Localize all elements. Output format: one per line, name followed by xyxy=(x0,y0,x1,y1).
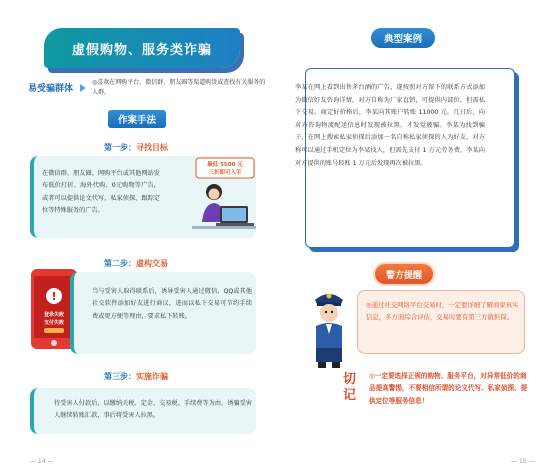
page-title: 虚假购物、服务类诈骗 xyxy=(44,28,240,68)
step-3-panel xyxy=(30,388,256,434)
warning-box xyxy=(357,290,525,354)
step-2-name: 虚构交易 xyxy=(136,259,168,268)
step-2-title xyxy=(104,258,168,269)
police-officer-illustration xyxy=(307,286,351,370)
vulnerable-group-label: 易受骗群体 xyxy=(28,84,74,94)
vulnerable-group xyxy=(28,78,268,102)
step-2-panel xyxy=(70,272,256,354)
step-2-text: 当与受害人取得联系后，诱导受害人通过微信、QQ或其他社交软件添加好友进行商议，进而以私下交易可节约手续费或更方便等理由，要求私下转账。 xyxy=(92,288,252,320)
step-1-panel xyxy=(30,156,256,238)
caution-text: ◎一定要选择正规的购物、服务平台，对异常低价的商品提高警惕，不要相信所谓的论文代写、私家侦探、提供定位等服务信息！ xyxy=(369,372,528,405)
vulnerable-group-text: ◎喜欢在网购平台、微信群、朋友圈等渠道购货或查找有关服务的人群。 xyxy=(92,79,266,96)
step-3-title xyxy=(104,371,168,382)
step-3-text: 待受害人付款后，以缴纳关税、定金、交易税、手续费等为由，诱骗受害人继续转账汇款，事后将受害人拉黑。 xyxy=(54,400,252,420)
svg-text:!: ! xyxy=(51,290,57,303)
step-1-name: 寻找目标 xyxy=(136,143,168,152)
step-3-label: 第三步： xyxy=(104,372,136,381)
step-1-text: 在微信群、朋友圈、网购平台或其他网站发布低价打折、海外代购、0元购物等广告，或者可以提供论文代写、私家侦探、跟踪定位等特殊服务的广告。 xyxy=(42,170,160,215)
svg-text:登录失败: 登录失败 xyxy=(43,312,65,318)
warning-text: ◎通过社交网络平台交易时，一定要详细了解商家真实信息，多方面综合评估，交易时要有第三方做担保。 xyxy=(366,301,519,322)
section-title-method: 作案手法 xyxy=(108,110,166,128)
arrow-icon xyxy=(80,84,86,92)
step-1-label: 第一步： xyxy=(104,143,136,152)
woman-laptop-illustration xyxy=(182,156,258,236)
svg-text:支付失败: 支付失败 xyxy=(43,320,65,326)
case-title: 典型案例 xyxy=(371,28,435,48)
price-tag-line2: 三折即可入手 xyxy=(208,170,242,176)
price-tag-line1: 最低 5500 元 xyxy=(207,162,243,168)
right-page xyxy=(277,0,554,473)
step-2-label: 第二步： xyxy=(104,259,136,268)
page-number-right: — 15 — xyxy=(511,458,535,465)
page-number-left: — 14 — xyxy=(30,458,54,465)
step-1-title xyxy=(104,142,168,153)
case-text: 李某在网上看到出售茅台酒的广告，遂按照对方留下的联系方式添加为微信好友咨询详情。对方自称为厂家直销，可提供内部价，但需私下交易。商定好价格后，李某向其账户转账 11000 元。几日后，向对方咨询物流配送信息时发现被拉黑，才发觉被骗。李某为找到骗子，在网上搜索私家侦探后添加一名自称私家侦探的人为好友。对方称可以通过手机定位为李某找人，但需先支付 1 万元劳务费，李某向对方提供的账号转账 1 万元后发现再次被拉黑。 xyxy=(295,84,485,167)
warning-title: 警方提醒 xyxy=(375,264,433,284)
caution-label: 切记 xyxy=(343,372,357,403)
step-3-name: 实施诈骗 xyxy=(136,372,168,381)
